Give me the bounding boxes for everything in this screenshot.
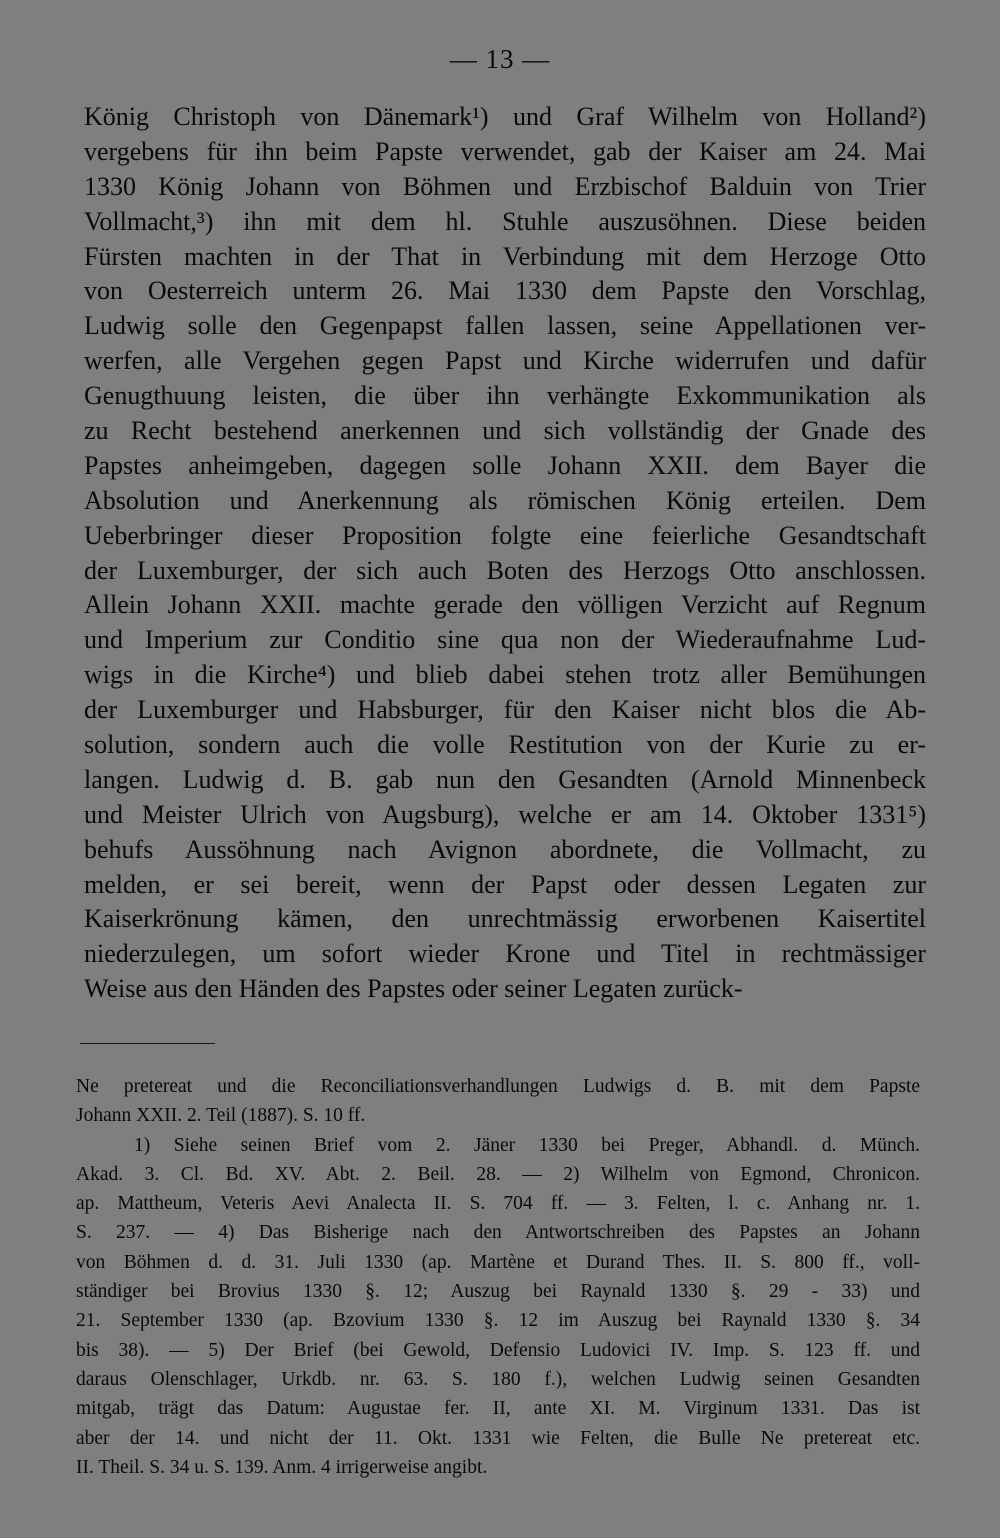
page-number: — 13 — bbox=[449, 44, 551, 74]
text-line: und Meister Ulrich von Augsburg), welche er am 14. Oktober 1331⁵) bbox=[84, 799, 926, 829]
text-line: solution, sondern auch die volle Restitution von der Kurie zu er- bbox=[84, 730, 926, 760]
text-line: 1330 König Johann von Böhmen und Erzbischof Balduin von Trier bbox=[84, 171, 926, 201]
footnote-line: II. Theil. S. 34 u. S. 139. Anm. 4 irrigerweise angibt. bbox=[76, 1456, 488, 1478]
text-line: Kaiserkrönung kämen, den unrechtmässig erworbenen Kaisertitel bbox=[84, 904, 926, 934]
text-line: Fürsten machten in der That in Verbindung mit dem Herzoge Otto bbox=[84, 241, 926, 271]
footnote-line: 21. September 1330 (ap. Bzovium 1330 §. 12 im Auszug bei Raynald 1330 §. 34 bbox=[76, 1310, 920, 1332]
text-line: Allein Johann XXII. machte gerade den völligen Verzicht auf Regnum bbox=[84, 590, 926, 620]
text-line: Ueberbringer dieser Proposition folgte eine feierliche Gesandtschaft bbox=[84, 520, 926, 550]
footnote-line: aber der 14. und nicht der 11. Okt. 1331 wie Felten, die Bulle Ne pretereat etc. bbox=[76, 1427, 920, 1449]
text-line: der Luxemburger, der sich auch Boten des Herzogs Otto anschlossen. bbox=[84, 555, 926, 585]
footnote-line: Ne pretereat und die Reconciliationsverhandlungen Ludwigs d. B. mit dem Papste bbox=[76, 1076, 920, 1097]
text-line: behufs Aussöhnung nach Avignon abordnete, die Vollmacht, zu bbox=[84, 834, 926, 864]
text-line: Absolution und Anerkennung als römischen König erteilen. Dem bbox=[84, 485, 926, 515]
text-line: Ludwig solle den Gegenpapst fallen lassen, seine Appellationen ver- bbox=[84, 311, 926, 341]
text-line: niederzulegen, um sofort wieder Krone und Titel in rechtmässiger bbox=[84, 939, 926, 969]
footnote-line: ständiger bei Brovius 1330 §. 12; Auszug bei Raynald 1330 §. 29 - 33) und bbox=[76, 1281, 920, 1303]
text-line: werfen, alle Vergehen gegen Papst und Kirche widerrufen und dafür bbox=[84, 346, 926, 376]
text-line: vergebens für ihn beim Papste verwendet, gab der Kaiser am 24. Mai bbox=[84, 136, 926, 166]
footnote-line: 1) Siehe seinen Brief vom 2. Jäner 1330 bei Preger, Abhandl. d. Münch. bbox=[134, 1134, 920, 1156]
text-line: von Oesterreich unterm 26. Mai 1330 dem Papste den Vorschlag, bbox=[84, 276, 926, 306]
footnote-line: bis 38). — 5) Der Brief (bei Gewold, Defensio Ludovici IV. Imp. S. 123 ff. und bbox=[76, 1339, 920, 1361]
text-line: Genugthuung leisten, die über ihn verhängte Exkommunikation als bbox=[84, 381, 926, 411]
text-line: Vollmacht,³) ihn mit dem hl. Stuhle auszusöhnen. Diese beiden bbox=[84, 206, 926, 236]
main-text bbox=[84, 100, 926, 1007]
text-line: Papstes anheimgeben, dagegen solle Johann XXII. dem Bayer die bbox=[84, 450, 926, 480]
footnote-line: Akad. 3. Cl. Bd. XV. Abt. 2. Beil. 28. — 2) Wilhelm von Egmond, Chronicon. bbox=[76, 1163, 920, 1185]
text-line: langen. Ludwig d. B. gab nun den Gesandten (Arnold Minnenbeck bbox=[84, 764, 926, 794]
text-line: wigs in die Kirche⁴) und blieb dabei stehen trotz aller Bemühungen bbox=[84, 660, 926, 690]
footnotes bbox=[76, 1072, 920, 1482]
footnote-divider bbox=[80, 1043, 215, 1044]
footnote-line: mitgab, trägt das Datum: Augustae fer. II, ante XI. M. Virginum 1331. Das ist bbox=[76, 1398, 920, 1420]
footnote-line: daraus Olenschlager, Urkdb. nr. 63. S. 180 f.), welchen Ludwig seinen Gesandten bbox=[76, 1368, 920, 1390]
text-line: zu Recht bestehend anerkennen und sich vollständig der Gnade des bbox=[84, 416, 926, 446]
footnote-line: S. 237. — 4) Das Bisherige nach den Antwortschreiben des Papstes an Johann bbox=[76, 1222, 920, 1244]
text-line: der Luxemburger und Habsburger, für den Kaiser nicht blos die Ab- bbox=[84, 695, 926, 725]
text-line: König Christoph von Dänemark¹) und Graf Wilhelm von Holland²) bbox=[84, 102, 926, 131]
footnote-line: Johann XXII. 2. Teil (1887). S. 10 ff. bbox=[76, 1105, 366, 1127]
text-line: Weise aus den Händen des Papstes oder seiner Legaten zurück- bbox=[84, 974, 743, 1004]
footnote-line: von Böhmen d. d. 31. Juli 1330 (ap. Martène et Durand Thes. II. S. 800 ff., voll- bbox=[76, 1251, 920, 1273]
footnote-line: ap. Mattheum, Veteris Aevi Analecta II. S. 704 ff. — 3. Felten, l. c. Anhang nr. 1. bbox=[76, 1193, 920, 1215]
text-line: melden, er sei bereit, wenn der Papst oder dessen Legaten zur bbox=[84, 869, 926, 899]
text-line: und Imperium zur Conditio sine qua non der Wiederaufnahme Lud- bbox=[84, 625, 926, 655]
